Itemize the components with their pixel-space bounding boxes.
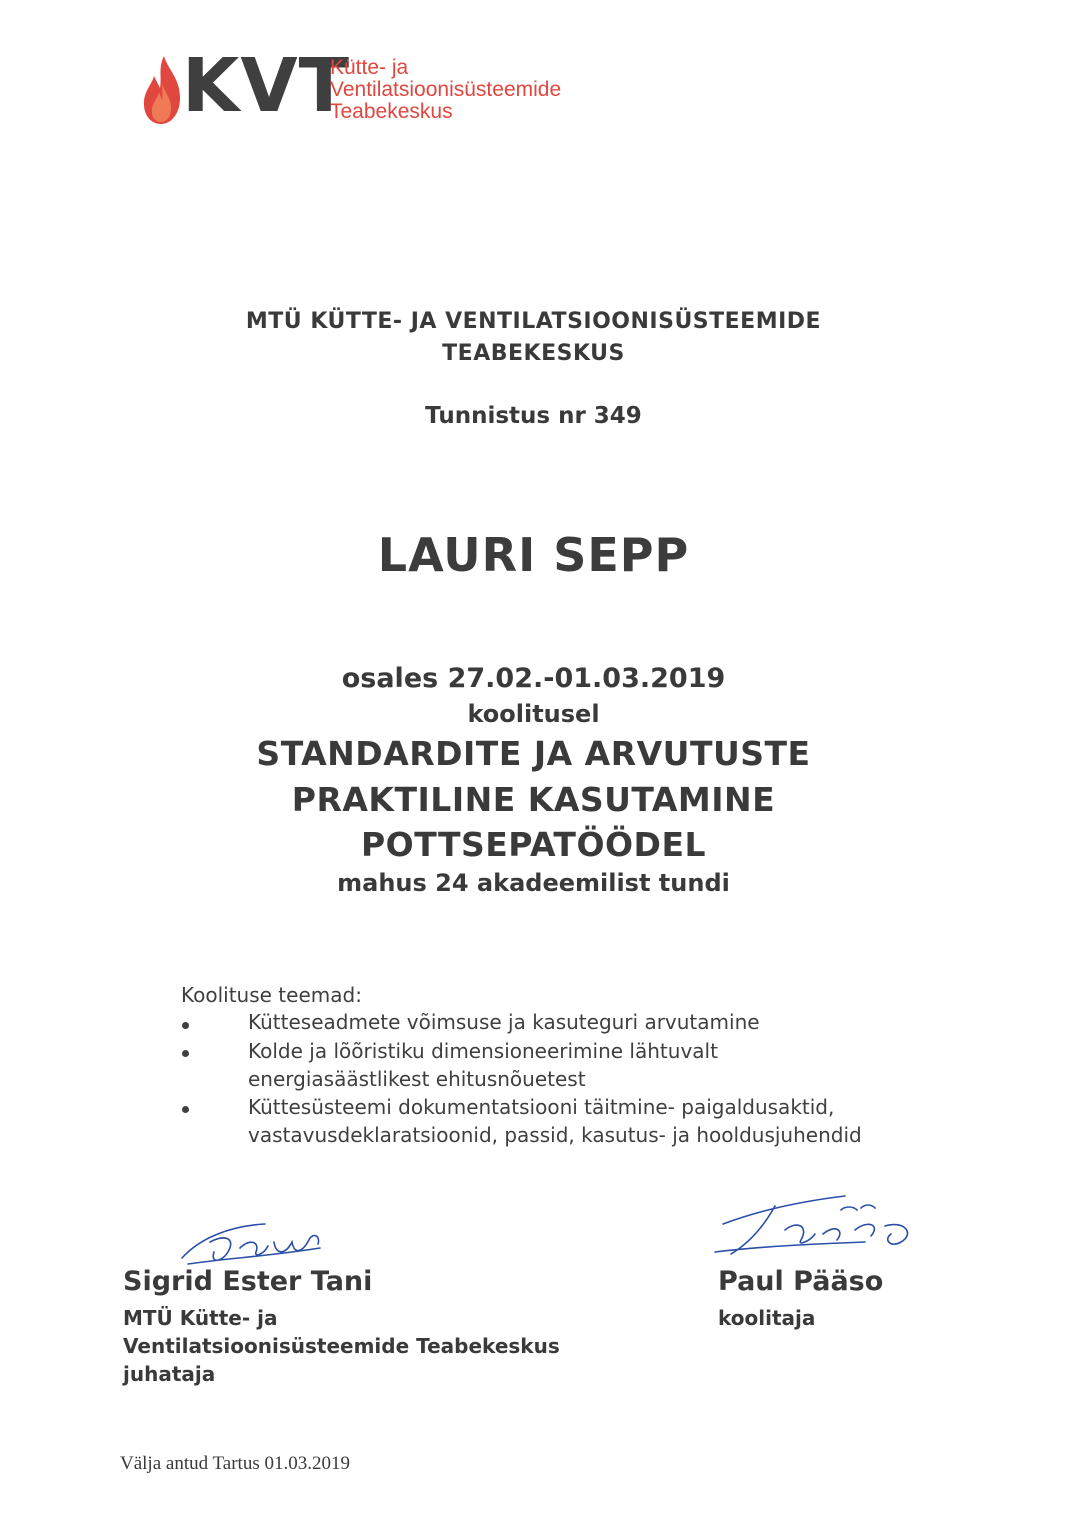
participation-dates: osales 27.02.-01.03.2019 <box>341 663 726 694</box>
signature-left <box>170 1208 370 1272</box>
signatory-left-role: juhataja <box>123 1362 216 1386</box>
course-title-line-3: POTTSEPATÖÖDEL <box>360 825 707 864</box>
course-title-line-1: STANDARDITE JA ARVUTUSTE <box>256 734 811 773</box>
course-volume: mahus 24 akadeemilist tundi <box>337 869 730 897</box>
signatory-right-name: Paul Pääso <box>718 1266 884 1297</box>
bullet-icon <box>182 1050 189 1057</box>
bullet-icon <box>182 1022 189 1029</box>
signature-right <box>705 1190 925 1266</box>
topics-heading: Koolituse teemad: <box>181 983 362 1007</box>
topic-3-line-2: vastavusdeklaratsioonid, passid, kasutus- ja hooldusjuhendid <box>248 1123 862 1147</box>
topic-2-line-1: Kolde ja lõõristiku dimensioneerimine lähtuvalt <box>248 1039 718 1063</box>
topic-2-line-2: energiasäästlikest ehitusnõuetest <box>248 1067 586 1091</box>
topic-3-line-1: Küttesüsteemi dokumentatsiooni täitmine- paigaldusaktid, <box>248 1095 835 1119</box>
topic-1-line-1: Kütteseadmete võimsuse ja kasuteguri arvutamine <box>248 1010 760 1034</box>
flame-icon <box>140 54 184 126</box>
logo-line-1: Kütte- ja <box>330 56 409 79</box>
certificate-number: Tunnistus nr 349 <box>425 403 642 429</box>
signatory-left-org-line-2: Ventilatsioonisüsteemide Teabekeskus <box>123 1334 560 1358</box>
recipient-name: LAURI SEPP <box>377 528 690 582</box>
training-word: koolitusel <box>467 700 600 728</box>
bullet-icon <box>182 1106 189 1113</box>
course-title-line-2: PRAKTILINE KASUTAMINE <box>291 780 776 819</box>
kvt-logo <box>140 43 600 132</box>
signatory-right-role: koolitaja <box>718 1306 816 1330</box>
signatory-left-org-line-1: MTÜ Kütte- ja <box>123 1306 278 1330</box>
issued-place-date: Välja antud Tartus 01.03.2019 <box>120 1453 350 1474</box>
organization-line-2: TEABEKESKUS <box>442 341 625 366</box>
logo-line-2: Ventilatsioonisüsteemide <box>330 78 562 101</box>
logo-mark: KVT <box>182 43 351 129</box>
organization-line-1: MTÜ KÜTTE- JA VENTILATSIOONISÜSTEEMIDE <box>245 309 822 334</box>
logo-line-3: Teabekeskus <box>330 100 453 123</box>
signatory-left-name: Sigrid Ester Tani <box>123 1266 373 1297</box>
